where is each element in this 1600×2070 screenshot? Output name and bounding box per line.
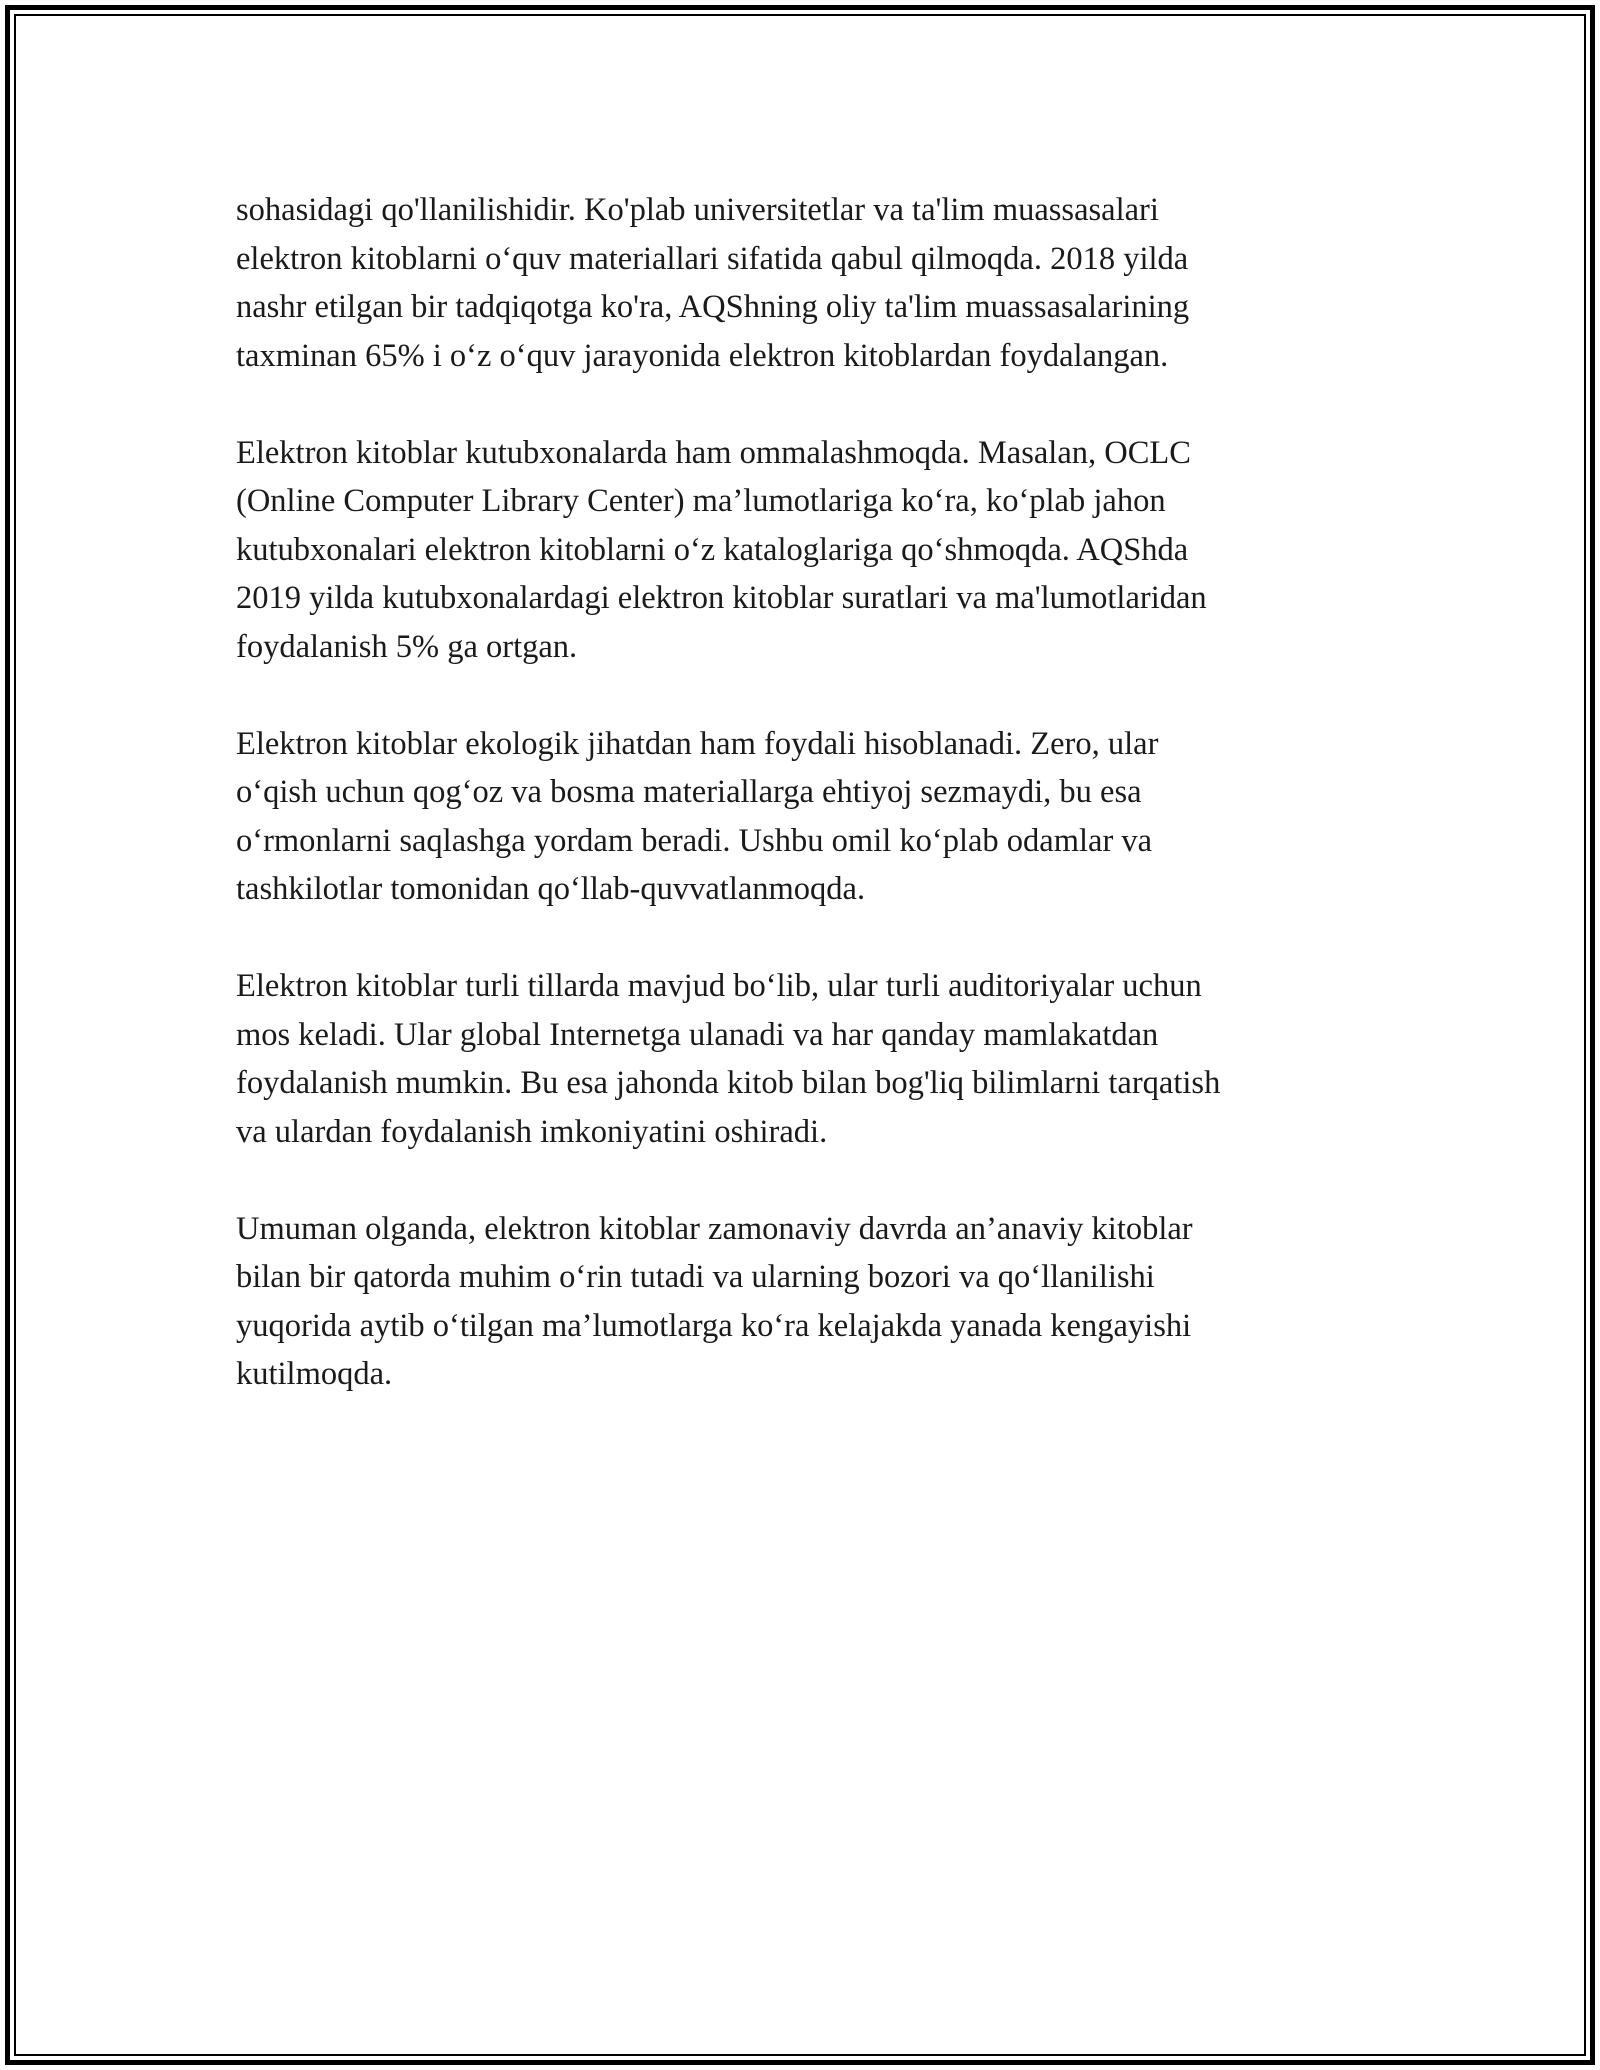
text-line: Elektron kitoblar ekologik jihatdan ham foydali hisoblanadi. Zero, ular [236,725,1159,762]
text-line: 2019 yilda kutubxonalardagi elektron kitoblar suratlari va ma'lumotlaridan [236,580,1207,616]
text-line: Elektron kitoblar kutubxonalarda ham ommalashmoqda. Masalan, OCLC [236,434,1191,471]
paragraph-2 [236,429,1366,672]
paragraph-4 [236,962,1366,1156]
paragraph-5 [236,1205,1366,1399]
text-line: Elektron kitoblar turli tillarda mavjud bo‘lib, ular turli auditoriyalar uchun [236,968,1202,1004]
document-body [236,186,1366,1447]
text-line: o‘rmonlarni saqlashga yordam beradi. Ushbu omil ko‘plab odamlar va [236,822,1153,859]
text-line: foydalanish 5% ga ortgan. [236,628,578,665]
text-line: kutilmoqda. [236,1356,393,1392]
text-line: foydalanish mumkin. Bu esa jahonda kitob bilan bog'liq bilimlarni tarqatish [236,1065,1221,1101]
text-line: elektron kitoblarni o‘quv materiallari sifatida qabul qilmoqda. 2018 yilda [236,240,1189,277]
text-line: o‘qish uchun qog‘oz va bosma materiallarga ehtiyoj sezmaydi, bu esa [236,774,1142,810]
text-line: kutubxonalari elektron kitoblarni o‘z kataloglariga qo‘shmoqda. AQShda [236,531,1189,568]
text-line: sohasidagi qo'llanilishidir. Ko'plab universitetlar va ta'lim muassasalari [236,192,1159,228]
text-line: yuqorida aytib o‘tilgan ma’lumotlarga ko‘ra kelajakda yanada kengayishi [236,1307,1192,1344]
text-line: taxminan 65% i o‘z o‘quv jarayonida elektron kitoblardan foydalangan. [236,337,1169,374]
text-line: (Online Computer Library Center) ma’lumotlariga ko‘ra, ko‘plab jahon [236,483,1166,519]
text-line: tashkilotlar tomonidan qo‘llab-quvvatlanmoqda. [236,871,866,907]
text-line: nashr etilgan bir tadqiqotga ko'ra, AQShning oliy ta'lim muassasalarining [236,289,1190,325]
paragraph-1 [236,186,1366,380]
text-line: mos keladi. Ular global Internetga ulanadi va har qanday mamlakatdan [236,1016,1159,1053]
text-line: Umuman olganda, elektron kitoblar zamonaviy davrda an’anaviy kitoblar [236,1210,1193,1247]
text-line: va ulardan foydalanish imkoniyatini oshiradi. [236,1113,828,1150]
text-line: bilan bir qatorda muhim o‘rin tutadi va ularning bozori va qo‘llanilishi [236,1259,1155,1295]
paragraph-3 [236,720,1366,914]
